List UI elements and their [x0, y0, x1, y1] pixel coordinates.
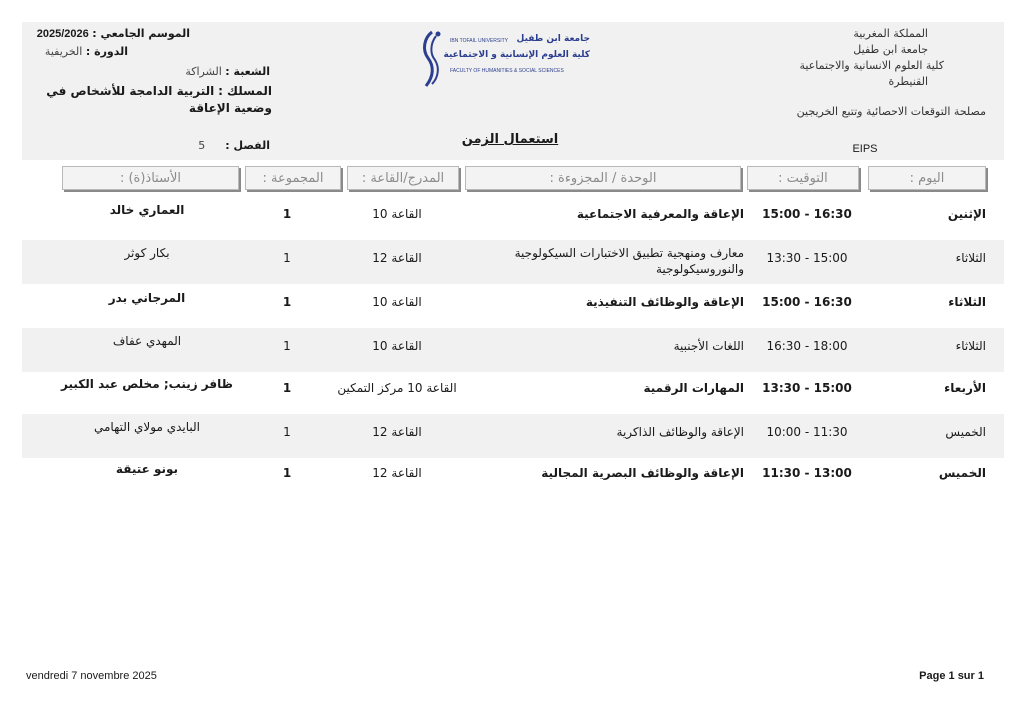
table-row: [22, 284, 1004, 328]
row-room: القاعة 12: [372, 466, 422, 480]
eips-label: EIPS: [852, 143, 878, 155]
table-row: [22, 414, 1004, 458]
logo-line2-ar: كلية العلوم الإنسانية و الاجتماعية: [443, 50, 590, 60]
row-room: القاعة 10: [372, 207, 422, 221]
session-value: الخريفية: [44, 45, 83, 58]
row-unit: الإعاقة والوظائف الذاكرية: [616, 425, 744, 439]
row-unit: الإعاقة والوظائف التنفيذية: [585, 295, 744, 309]
row-time: 11:30 - 13:00: [762, 466, 852, 480]
page-number: Page 1 sur 1: [919, 670, 984, 682]
table-row: [22, 328, 1004, 372]
track-value: التربية الدامجة للأشخاص في وضعية الإعاقة: [46, 84, 272, 115]
row-time: 13:30 - 15:00: [766, 251, 848, 265]
row-day: الثلاثاء: [955, 251, 986, 265]
row-time: 13:30 - 15:00: [762, 381, 852, 395]
session-label: الدورة :: [85, 45, 128, 58]
row-day: الثلاثاء: [948, 295, 986, 309]
university-name: جامعة ابن طفيل: [853, 43, 928, 56]
row-day: الخميس: [938, 466, 986, 480]
row-day: الثلاثاء: [955, 339, 986, 353]
logo-line1-en: IBN TOFAIL UNIVERSITY: [450, 38, 508, 44]
row-unit: الإعاقة والوظائف البصرية المجالية: [541, 466, 744, 480]
col-header-day: اليوم :: [868, 166, 986, 190]
print-date: vendredi 7 novembre 2025: [26, 670, 157, 682]
col-header-prof: الأستاذ(ة) :: [62, 166, 239, 190]
row-prof: العماري خالد: [109, 203, 185, 217]
row-group: 1: [283, 339, 291, 353]
track-line: [40, 83, 272, 117]
row-prof: البايدي مولاي التهامي: [93, 420, 201, 434]
table-row: [22, 240, 1004, 284]
semester-line: [150, 138, 270, 153]
track-label: المسلك :: [218, 84, 272, 98]
city-name: القنيطرة: [888, 75, 928, 88]
season-label: الموسم الجامعي :: [92, 27, 190, 40]
row-unit: معارف ومنهجية تطبيق الاختبارات السيكولوجية والنوروسيكولوجية: [514, 246, 744, 276]
row-room: القاعة 10: [372, 339, 422, 353]
col-header-group: المجموعة :: [245, 166, 341, 190]
row-room: القاعة 10: [372, 295, 422, 309]
row-group: 1: [282, 466, 292, 480]
logo-line3-en: FACULTY OF HUMANITIES & SOCIAL SCIENCES: [450, 68, 564, 74]
row-group: 1: [282, 207, 292, 221]
semester-label: الفصل :: [225, 139, 270, 152]
row-prof: ظافر زينب; مخلص عبد الكبير: [61, 377, 233, 391]
session-line: [30, 44, 128, 59]
table-row: [22, 372, 1004, 414]
season-line: [30, 26, 190, 42]
row-room: القاعة 12: [372, 251, 422, 265]
row-time: 15:00 - 16:30: [762, 295, 852, 309]
row-unit: الإعاقة والمعرفية الاجتماعية: [576, 207, 744, 221]
branch-line: [60, 64, 270, 79]
service-name: مصلحة التوقعات الاحصائية وتتبع الخريجين: [796, 105, 986, 118]
row-group: 1: [282, 295, 292, 309]
row-unit: المهارات الرقمية: [643, 381, 744, 395]
logo-line1-ar: جامعة ابن طفيل: [516, 34, 590, 44]
faculty-name: كلية العلوم الانسانية والاجتماعية: [799, 59, 944, 72]
row-prof: بكار كوثر: [124, 246, 170, 260]
col-header-time: التوقيت :: [747, 166, 859, 190]
row-time: 16:30 - 18:00: [766, 339, 848, 353]
row-room: القاعة 10 مركز التمكين: [337, 381, 457, 395]
row-day: الإثنين: [947, 207, 986, 221]
row-group: 1: [283, 425, 291, 439]
row-time: 15:00 - 16:30: [762, 207, 852, 221]
season-value: 2025/2026: [36, 28, 89, 40]
row-prof: المهدي عفاف: [112, 334, 182, 348]
university-logo: [418, 28, 593, 90]
branch-value: الشراكة: [185, 65, 222, 78]
branch-label: الشعبة :: [225, 65, 270, 78]
table-row: [22, 458, 1004, 492]
row-day: الأربعاء: [944, 381, 986, 395]
col-header-room: المدرج/القاعة :: [347, 166, 459, 190]
row-day: الخميس: [945, 425, 986, 439]
row-prof: المرجاني بدر: [108, 291, 186, 305]
row-unit: اللغات الأجنبية: [673, 339, 744, 353]
table-row: [22, 196, 1004, 238]
col-header-unit: الوحدة / المجزوءة :: [465, 166, 741, 190]
row-prof: بونو عتيقة: [115, 462, 179, 476]
kingdom-name: المملكة المغربية: [853, 27, 928, 40]
row-group: 1: [282, 381, 292, 395]
row-room: القاعة 12: [372, 425, 422, 439]
semester-value: 5: [198, 139, 206, 152]
logo-emblem-icon: [418, 28, 444, 90]
row-time: 10:00 - 11:30: [766, 425, 848, 439]
row-group: 1: [283, 251, 291, 265]
schedule-title: استعمال الزمن: [461, 132, 559, 147]
